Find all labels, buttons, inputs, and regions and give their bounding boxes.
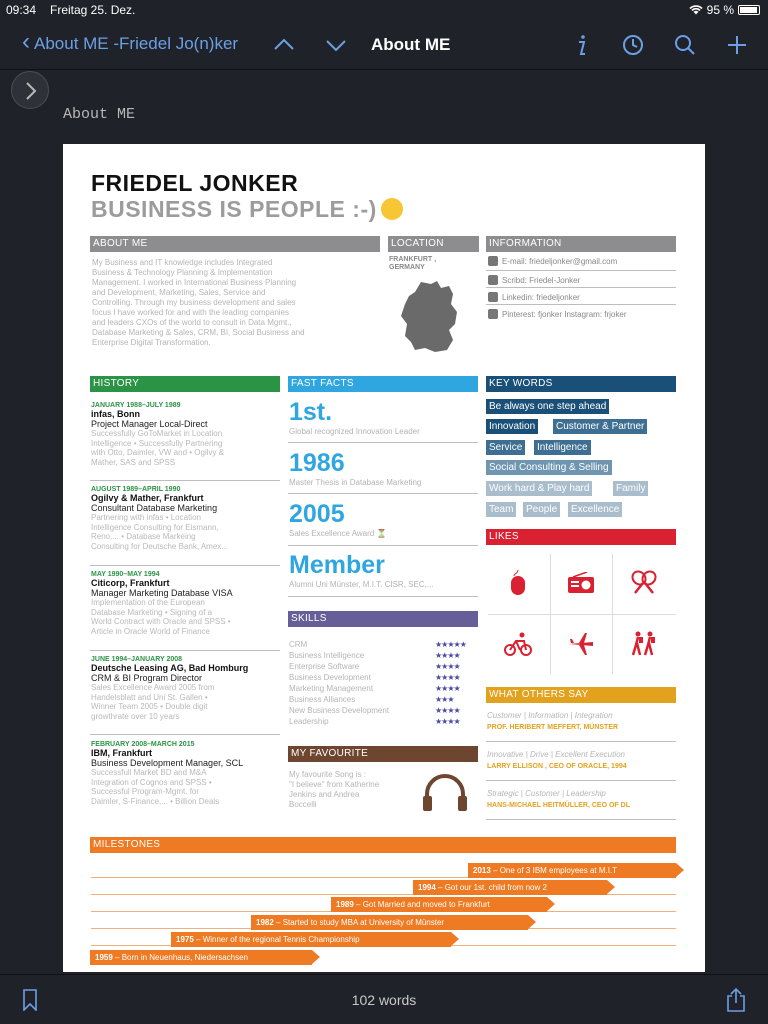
word-count: 102 words (351, 992, 417, 1008)
germany-map-icon (399, 280, 461, 354)
desc-line: Daimler, S-Finance,... • Billion Deals (91, 796, 220, 806)
chevron-down-icon[interactable] (324, 33, 348, 57)
info-icon[interactable] (569, 32, 595, 58)
milestone-text: – Winner of the regional Tennis Championship (193, 935, 360, 944)
chevron-up-icon[interactable] (272, 33, 296, 57)
history-desc (91, 513, 281, 551)
about-line: Controlling. Through my business development and sales (92, 298, 296, 307)
location-city: FRANKFURT , (389, 256, 437, 263)
history-header: HISTORY (90, 376, 280, 392)
about-line: Management. I worked in International Business Planning (92, 278, 297, 287)
quote-item (487, 750, 627, 770)
milestone-bar (468, 863, 676, 878)
fastfact-label: Global recognized Innovation Leader (289, 427, 420, 436)
desc-line: Sales Excellence Award 2005 from (91, 683, 215, 692)
history-company: IBM, Frankfurt (91, 748, 153, 758)
milestone-text: – One of 3 IBM employees at M.I.T (490, 866, 618, 875)
skill-rating: ★★★★ (435, 651, 460, 660)
quote-author: HANS-MICHAEL HEITMÜLLER, CEO OF DL (487, 802, 630, 809)
nav-bar (0, 20, 768, 70)
desc-line: World Contract with Oracle and SPSS • (91, 617, 231, 626)
quote-author: PROF. HERIBERT MEFFERT, MÜNSTER (487, 724, 619, 731)
favourite-header: MY FAVOURITE (288, 746, 478, 762)
keyword-tag: Excellence (568, 502, 622, 517)
keyword-tag: Team (486, 502, 516, 517)
about-line: My Business and IT knowledge includes Integrated (92, 258, 273, 267)
battery-percent: 95 % (706, 3, 734, 17)
fastfact-label-text: Sales Excellence Award (289, 529, 375, 538)
keyword-tag: Be always one step ahead (486, 399, 609, 414)
airplane-icon (551, 615, 611, 673)
quote-item (487, 711, 618, 731)
quote-author: LARRY ELLISON , CEO OF ORACLE, 1994 (487, 763, 627, 770)
divider (288, 545, 478, 546)
history-company: Deutsche Leasing AG, Bad Homburg (91, 663, 249, 673)
desc-line: growthrate over 10 years (91, 711, 180, 721)
skill-name: Marketing Management (289, 684, 374, 693)
desc-line: Intelligence • Successfully Partnering (91, 438, 223, 448)
milestone-year: 1959 (95, 953, 113, 962)
quote-text: Strategic | Customer | Leadership (487, 789, 606, 798)
history-date: JANUARY 1988–JULY 1989 (91, 402, 181, 409)
milestone-year: 1994 (418, 883, 436, 892)
history-desc (91, 598, 281, 636)
divider (486, 304, 676, 305)
milestone-bar (251, 915, 528, 930)
pinterest-icon (488, 309, 498, 319)
history-entry (91, 656, 281, 721)
sidebar-toggle-button[interactable] (11, 71, 49, 109)
desc-line: with Otto, Daimler, VW and • Ogilvy & (91, 448, 225, 457)
keyword-tag: Customer & Partner (553, 419, 647, 434)
fastfact-label: Master Thesis in Database Marketing (289, 478, 422, 487)
favourite-text (289, 770, 419, 810)
favourite-line: My favourite Song is : (289, 770, 366, 779)
fastfact-label (289, 529, 386, 538)
resume-name: FRIEDEL JONKER (91, 170, 299, 196)
clock-icon[interactable] (620, 32, 646, 58)
keyword-tag: Family (613, 481, 648, 496)
location-header: LOCATION (388, 236, 479, 252)
keyword-tag: Intelligence (534, 440, 591, 455)
desc-line: Integration of Cognos and SPSS • (91, 777, 212, 787)
history-entry (91, 571, 281, 636)
info-scribd (488, 275, 580, 285)
milestone-year: 1989 (336, 900, 354, 909)
desc-line: Database Marketing • Signing of a (91, 607, 213, 617)
fastfact-value: 2005 (289, 500, 345, 528)
chevron-right-icon (12, 72, 50, 110)
milestone-text: – Got our 1st. child from now 2 (435, 883, 547, 892)
milestone-year: 2013 (473, 866, 491, 875)
radio-icon (551, 554, 611, 612)
milestone-text: – Started to study MBA at University of Münster (273, 918, 445, 927)
skill-rating: ★★★★ (435, 662, 460, 671)
skill-rating: ★★★★ (435, 673, 460, 682)
tennis-icon (614, 554, 674, 612)
resume-image (63, 144, 705, 972)
quote-text: Customer | Information | Integration (487, 711, 613, 720)
divider (486, 270, 676, 271)
skill-name: Leadership (289, 717, 329, 726)
tagline-text: BUSINESS IS PEOPLE :-) (91, 196, 377, 222)
fastfacts-header: FAST FACTS (288, 376, 478, 392)
fastfact-item (289, 398, 420, 436)
about-line: and leaders CXOs of the world to consult in Data Mgmt., (92, 318, 292, 327)
skill-name: Business Alliances (289, 695, 356, 704)
chevron-left-icon: ‹ (22, 28, 30, 55)
milestone-bar (90, 950, 312, 965)
keyword-tag: Social Consulting & Selling (486, 460, 612, 475)
bottom-toolbar (0, 974, 768, 1024)
cycling-icon (488, 615, 548, 673)
history-desc (91, 429, 281, 467)
keyword-tag: People (523, 502, 560, 517)
scribd-icon (488, 275, 498, 285)
location-country: GERMANY (389, 264, 425, 271)
about-line: focus I have worked for and with the leading companies (92, 308, 290, 317)
favourite-line: Jenkins and Andrea (289, 790, 360, 799)
desc-line: Article in Oracle World of Finance (91, 626, 211, 636)
page-title: About ME (371, 35, 451, 54)
desc-line: Handelsblatt and Uni St. Gallen • (91, 692, 208, 702)
fastfact-value: 1st. (289, 398, 333, 426)
divider (90, 650, 280, 651)
skill-rating: ★★★★★ (435, 640, 466, 649)
desc-line: Successfull Market BD and M&A (91, 768, 207, 777)
desc-line: Successful Program-Mgmt. for (91, 787, 200, 796)
headphones-icon (421, 772, 469, 812)
divider (90, 734, 280, 735)
history-date: MAY 1990–MAY 1994 (91, 571, 160, 578)
desc-line: Consulting for Deutsche Bank, Amex... (91, 541, 228, 551)
fastfact-item (289, 500, 386, 538)
milestone-bar (171, 932, 451, 947)
history-desc (91, 683, 281, 721)
history-desc (91, 768, 281, 806)
likes-header: LIKES (486, 529, 676, 545)
divider (486, 741, 676, 742)
history-date: FEBRUARY 2008–MARCH 2015 (91, 741, 195, 748)
history-role: CRM & BI Program Director (91, 673, 203, 683)
info-scribd-text: Scribd: Friedel-Jonker (502, 275, 581, 285)
history-role: Manager Marketing Database VISA (91, 588, 233, 598)
info-linkedin (488, 292, 580, 302)
history-company: Citicorp, Frankfurt (91, 578, 170, 588)
back-button[interactable] (22, 28, 239, 55)
milestone-text: – Born in Neuenhaus, Niedersachsen (112, 953, 248, 962)
info-pinterest (488, 309, 627, 319)
skill-rating: ★★★★ (435, 717, 460, 726)
about-line: Database Marketing & Sales, CRM, BI, Social Business and (92, 328, 305, 337)
desc-line: Winner Team 2005 • Double digit (91, 702, 208, 711)
about-header: ABOUT ME (90, 236, 380, 252)
history-entry (91, 486, 281, 551)
add-icon[interactable] (724, 32, 750, 58)
desc-line: Implementation of the European (91, 598, 205, 607)
skill-name: CRM (289, 640, 308, 649)
about-line: Business & Technology Planning & Implementation (92, 268, 273, 277)
milestone-bar (331, 897, 547, 912)
history-role: Business Development Manager, SCL (91, 758, 244, 768)
favourite-line: "I believe" from Katherine (289, 780, 380, 789)
history-role: Consultant Database Marketing (91, 503, 218, 513)
hourglass-icon: ⏳ (376, 529, 387, 538)
status-bar (0, 0, 768, 20)
milestone-text: – Got Married and moved to Frankfurt (353, 900, 490, 909)
divider (486, 287, 676, 288)
document-heading: About ME (63, 106, 136, 123)
info-linkedin-text: Linkedin: friedeljonker (502, 292, 580, 302)
status-right (689, 3, 760, 17)
divider (90, 480, 280, 481)
milestones-header: MILESTONES (90, 837, 676, 853)
fastfact-item (289, 551, 433, 589)
fastfact-item (289, 449, 421, 487)
milestone-bar (413, 880, 607, 895)
quote-item (487, 789, 630, 809)
information-header: INFORMATION (486, 236, 676, 252)
others-header: WHAT OTHERS SAY (486, 687, 676, 703)
resume-tagline (91, 196, 403, 223)
history-date: AUGUST 1989–APRIL 1990 (91, 486, 181, 493)
history-company: Ogilvy & Mather, Frankfurt (91, 493, 204, 503)
skills-header: SKILLS (288, 611, 478, 627)
milestone-year: 1982 (256, 918, 274, 927)
skill-name: New Business Development (289, 706, 390, 715)
desc-line: Intelligence Consulting for Eismann, (91, 522, 219, 532)
divider (288, 493, 478, 494)
location-text (389, 256, 436, 272)
history-company: infas, Bonn (91, 409, 140, 419)
battery-icon (738, 5, 760, 15)
smiley-icon (381, 198, 403, 220)
hiking-icon (614, 615, 674, 673)
quote-text: Innovative | Drive | Excellent Execution (487, 750, 625, 759)
history-role: Project Manager Local-Direct (91, 419, 208, 429)
share-icon[interactable] (726, 987, 746, 1013)
desc-line: Partnering with infas • Location (91, 513, 201, 522)
history-entry (91, 402, 281, 467)
status-date: Freitag 25. Dez. (50, 3, 136, 17)
skill-name: Enterprise Software (289, 662, 360, 671)
divider (288, 596, 478, 597)
about-text (92, 258, 382, 348)
desc-line: Successfully GoToMarket in Location (91, 429, 223, 438)
likes-grid (488, 554, 676, 674)
linkedin-icon (488, 292, 498, 302)
skill-rating: ★★★ (435, 695, 454, 704)
back-label: About ME -Friedel Jo(n)ker (34, 34, 239, 53)
info-email-text: E-mail: friedeljonker@gmail.com (502, 256, 618, 266)
keyword-tag: Innovation (486, 419, 538, 434)
keyword-tag: Service (486, 440, 525, 455)
about-line: and Development, Marketing, Sales, Service and (92, 288, 266, 297)
fastfact-label: Alumni Uni Münster, M.I.T. CISR, SEC,... (289, 580, 434, 589)
email-icon (488, 256, 498, 266)
milestone-year: 1975 (176, 935, 194, 944)
search-icon[interactable] (672, 32, 698, 58)
desc-line: Mather, SAS and SPSS (91, 457, 176, 467)
keyword-tag: Work hard & Play hard (486, 481, 592, 496)
about-line: Enterprise Digital Transformation. (92, 338, 211, 347)
wifi-icon (689, 5, 703, 15)
status-time: 09:34 (6, 3, 37, 17)
divider (90, 565, 280, 566)
skill-name: Business Development (289, 673, 371, 682)
skill-rating: ★★★★ (435, 706, 460, 715)
info-pinterest-text: Pinterest: fjonker Instagram: frjoker (502, 309, 627, 319)
fastfact-value: 1986 (289, 449, 345, 477)
desc-line: Reno,... • Database Markeing (91, 532, 196, 541)
fastfact-value: Member (289, 551, 385, 579)
favourite-line: Boccelli (289, 800, 317, 809)
divider (288, 442, 478, 443)
divider (486, 780, 676, 781)
history-date: JUNE 1994–JANUARY 2008 (91, 656, 183, 663)
history-entry (91, 741, 281, 806)
keywords-header: KEY WORDS (486, 376, 676, 392)
skill-rating: ★★★★ (435, 684, 460, 693)
info-email (488, 256, 617, 266)
mouse-icon (488, 554, 548, 612)
divider (486, 819, 676, 820)
skill-name: Business Intelligence (289, 651, 365, 660)
